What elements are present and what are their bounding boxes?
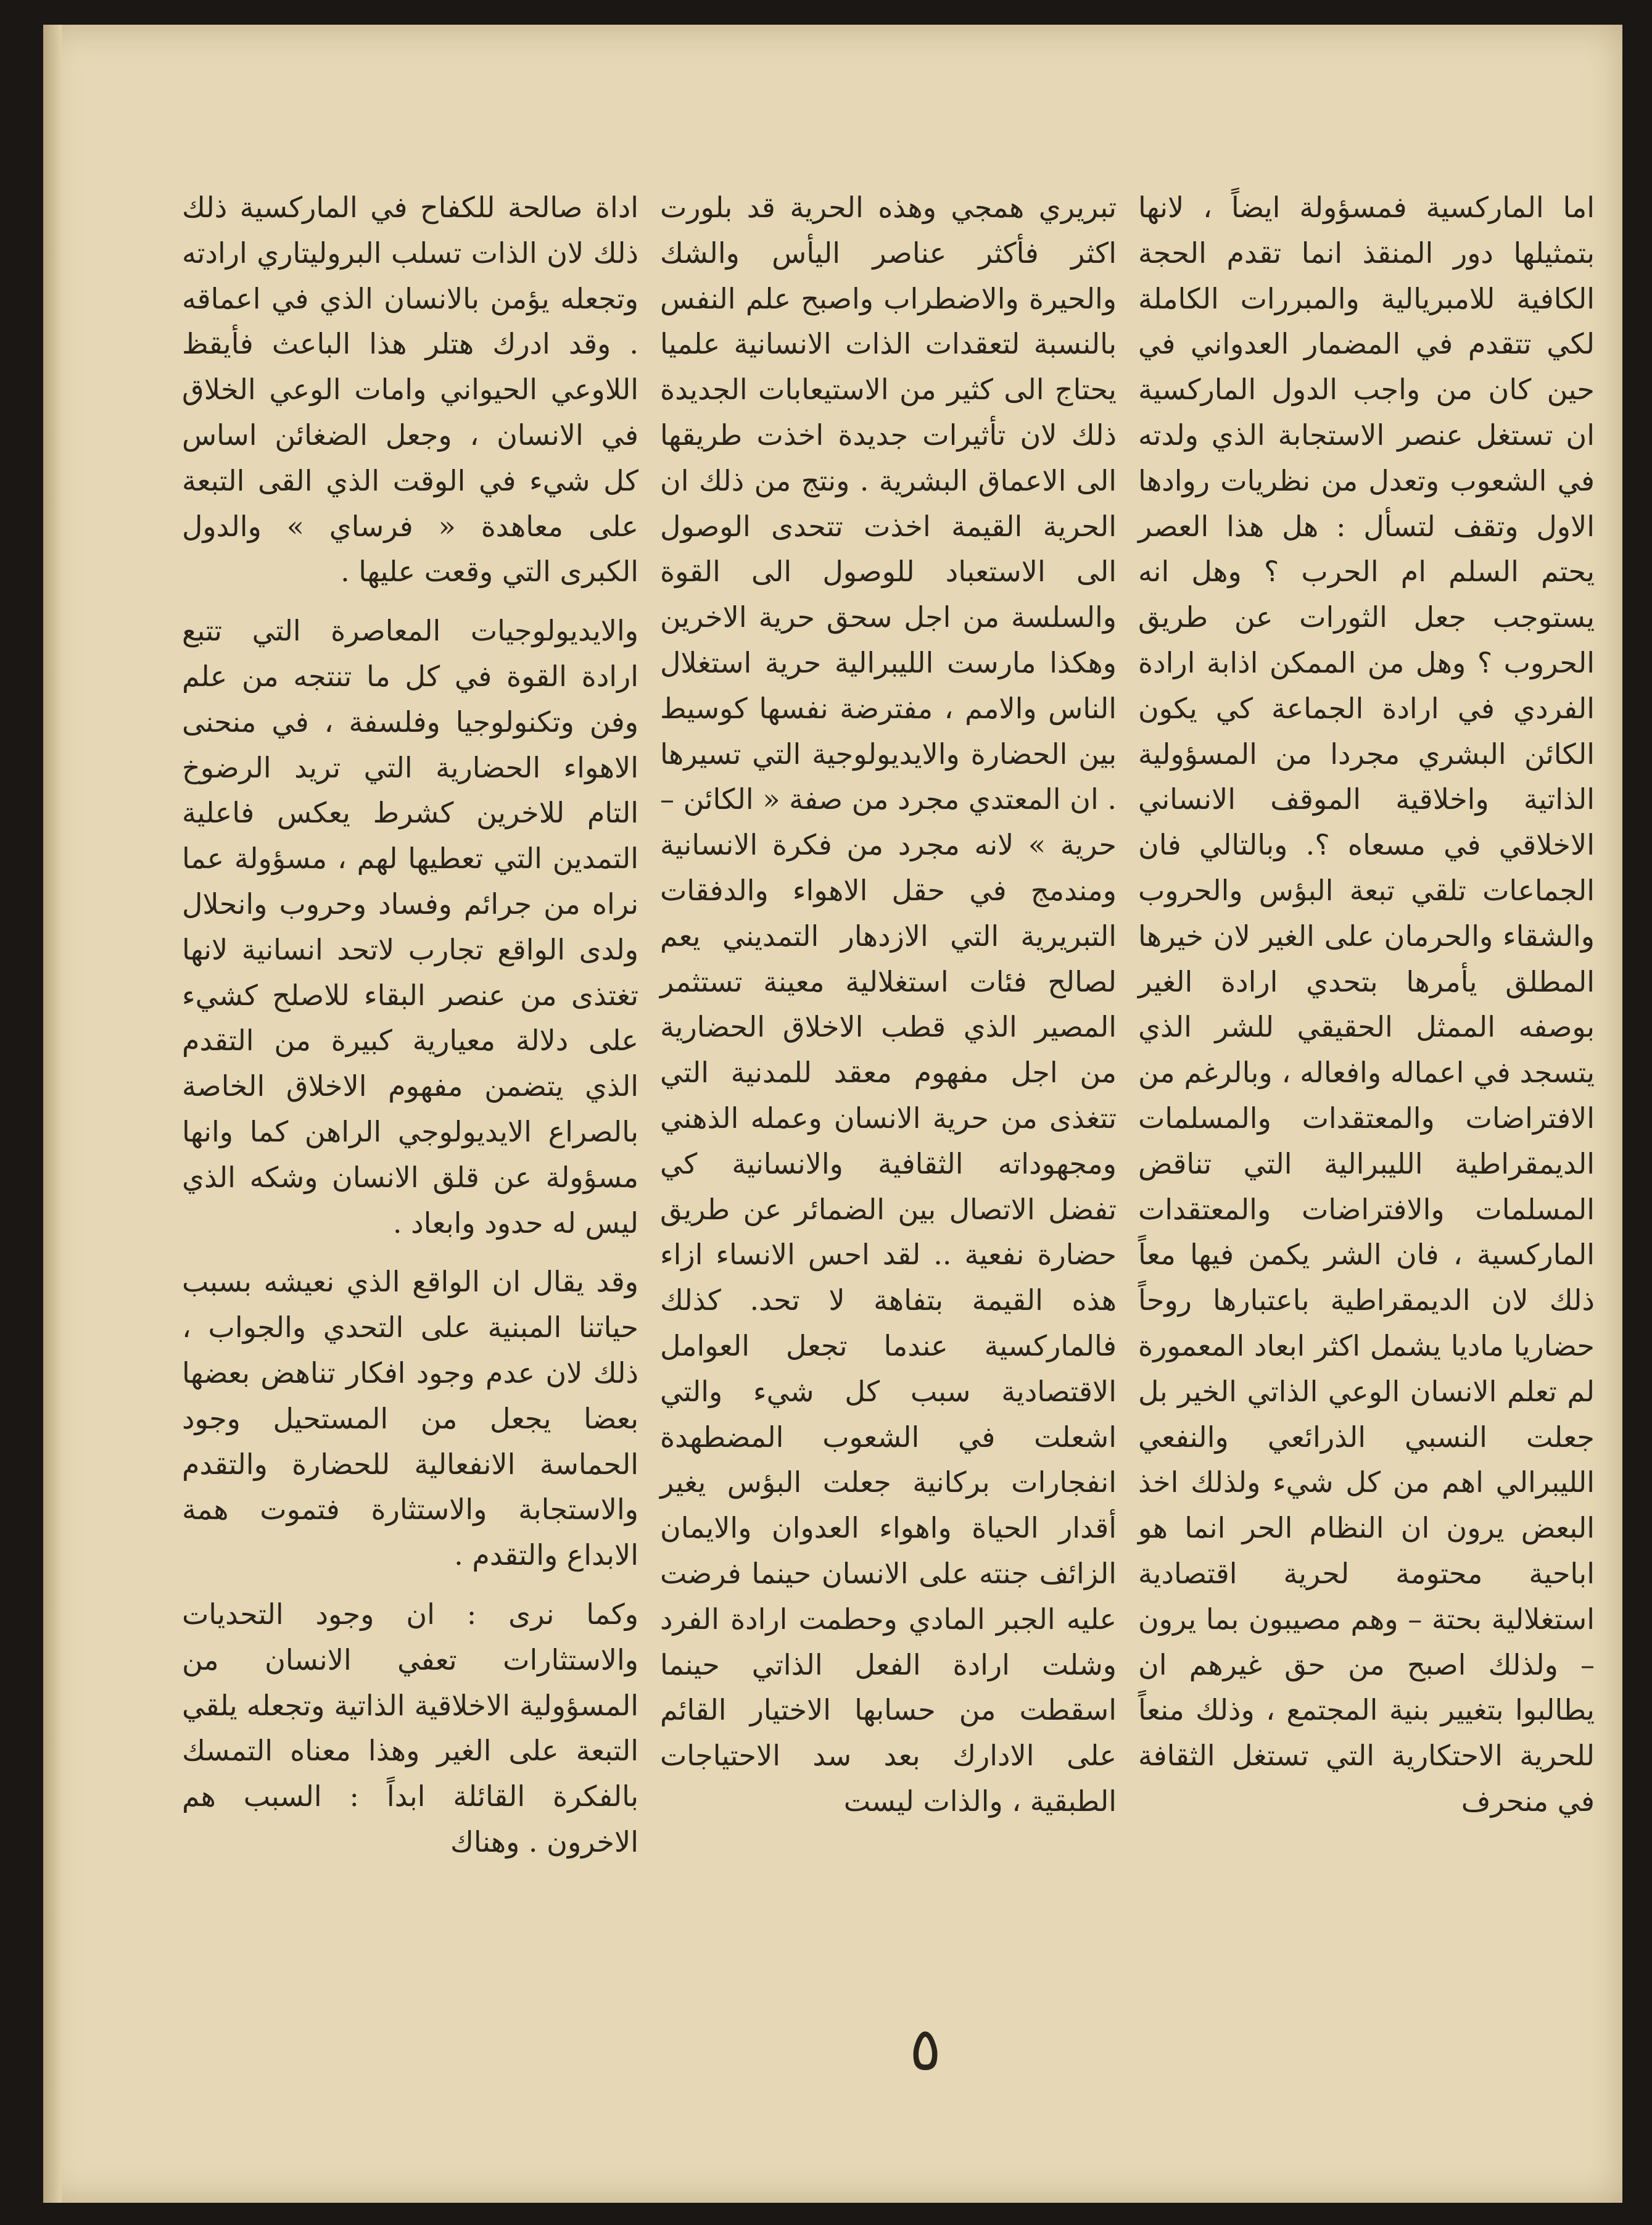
paragraph: وكما نرى : ان وجود التحديات والاستثارات تعفي الانسان من المسؤولية الاخلاقية الذاتية وتجعله يلقي التبعة على الغير وهذا معناه التمسك بالفكرة القائلة ابداً : السبب هم الاخرون . وهناك xyxy=(182,1597,638,1858)
paragraph: وقد يقال ان الواقع الذي نعيشه بسبب حياتنا المبنية على التحدي والجواب ، ذلك لان عدم وجود افكار تناهض بعضها بعضا يجعل من المستحيل وجود الحماسة الانفعالية للحضارة والتقدم والاستجابة والاستثارة فتموت همة الابداع والتقدم . xyxy=(182,1265,638,1572)
text-column-left xyxy=(182,185,638,1879)
page-edge xyxy=(43,25,62,2203)
text-column-middle xyxy=(660,185,1117,1838)
text-column-right xyxy=(1138,185,1595,1838)
paragraph: اداة صالحة للكفاح في الماركسية ذلك ذلك لان الذات تسلب البروليتاري ارادته وتجعله يؤمن بالانسان الذي في اعماقه . وقد ادرك هتلر هذا الباعث فأيقظ اللاوعي الحيواني وامات الوعي الخلاق في الانسان ، وجعل الضغائن اساس كل شيء في الوقت الذي القى التبعة على معاهدة « فرساي » والدول الكبرى التي وقعت عليها . xyxy=(182,191,638,589)
paragraph: والايديولوجيات المعاصرة التي تتبع ارادة القوة في كل ما تنتجه من علم وفن وتكنولوجيا وفلسفة ، في منحنى الاهواء الحضارية التي تريد الرضوخ التام للاخرين كشرط يعكس فاعلية التمدين التي تعطيها لهم ، مسؤولة عما نراه من جرائم وفساد وحروب وانحلال ولدى الواقع تجارب لاتحد انسانية لانها تغتذى من عنصر البقاء للاصلح كشيء على دلالة معيارية كبيرة من التقدم الذي يتضمن مفهوم الاخلاق الخاصة بالصراع الايديولوجي الراهن كما وانها مسؤولة عن قلق الانسان وشكه الذي ليس له حدود وابعاد . xyxy=(182,614,638,1240)
page-number: ٥ xyxy=(909,2015,941,2084)
paragraph: اما الماركسية فمسؤولة ايضاً ، لانها بتمثيلها دور المنقذ انما تقدم الحجة الكافية للامبريالية والمبررات الكاملة لكي تتقدم في المضمار العدواني في حين كان من واجب الدول الماركسية ان تستغل عنصر الاستجابة الذي ولدته في الشعوب وتعدل من نظريات روادها الاول وتقف لتسأل : هل هذا العصر يحتم السلم ام الحرب ؟ وهل انه يستوجب جعل الثورات عن طريق الحروب ؟ وهل من الممكن اذابة ارادة الفردي في ارادة الجماعة كي يكون الكائن البشري مجردا من المسؤولية الذاتية واخلاقية الموقف الانساني الاخلاقي في مسعاه ؟. وبالتالي فان الجماعات تلقي تبعة البؤس والحروب والشقاء والحرمان على الغير لان خيرها المطلق يأمرها بتحدي ارادة الغير بوصفه الممثل الحقيقي للشر الذي يتسجد في اعماله وافعاله ، وبالرغم من الافتراضات والمعتقدات والمسلمات الديمقراطية الليبرالية التي تناقض المسلمات والافتراضات والمعتقدات الماركسية ، فان الشر يكمن فيها معاً ذلك لان الديمقراطية باعتبارها روحاً حضاريا ماديا يشمل اكثر ابعاد المعمورة لم تعلم الانسان الوعي الذاتي الخير بل جعلت النسبي الذرائعي والنفعي الليبرالي اهم من كل شيء ولذلك اخذ البعض يرون ان النظام الحر انما هو اباحية محتومة لحرية اقتصادية استغلالية بحتة – وهم مصيبون بما يرون – ولذلك اصبح من حق غيرهم ان يطالبوا بتغيير بنية المجتمع ، وذلك منعاً للحرية الاحتكارية التي تستغل الثقافة في منحرف xyxy=(1138,191,1595,1818)
paragraph: تبريري همجي وهذه الحرية قد بلورت اكثر فأكثر عناصر اليأس والشك والحيرة والاضطراب واصبح علم النفس بالنسبة لتعقدات الذات الانسانية علميا يحتاج الى كثير من الاستيعابات الجديدة ذلك لان تأثيرات جديدة اخذت طريقها الى الاعماق البشرية . ونتج من ذلك ان الحرية القيمة اخذت تتحدى الوصول الى الاستعباد للوصول الى القوة والسلسة من اجل سحق حرية الاخرين وهكذا مارست الليبرالية حرية استغلال الناس والامم ، مفترضة نفسها كوسيط بين الحضارة والايديولوجية التي تسيرها . ان المعتدي مجرد من صفة « الكائن – حرية » لانه مجرد من فكرة الانسانية ومندمج في حقل الاهواء والدفقات التبريرية التي الازدهار التمديني يعم لصالح فئات استغلالية معينة تستثمر المصير الذي قطب الاخلاق الحضارية من اجل مفهوم معقد للمدنية التي تتغذى من حرية الانسان وعمله الذهني ومجهوداته الثقافية والانسانية كي تفضل الاتصال بين الضمائر عن طريق حضارة نفعية .. لقد احس الانساء ازاء هذه القيمة بتفاهة لا تحد. كذلك فالماركسية عندما تجعل العوامل الاقتصادية سبب كل شيء والتي اشعلت في الشعوب المضطهدة انفجارات بركانية جعلت البؤس يغير أقدار الحياة واهواء العدوان والايمان الزائف جنته على الانسان حينما فرضت عليه الجبر المادي وحطمت ارادة الفرد وشلت ارادة الفعل الذاتي حينما اسقطت من حسابها الاختيار القائم على الادارك بعد سد الاحتياجات الطبقية ، والذات ليست xyxy=(660,191,1117,1818)
